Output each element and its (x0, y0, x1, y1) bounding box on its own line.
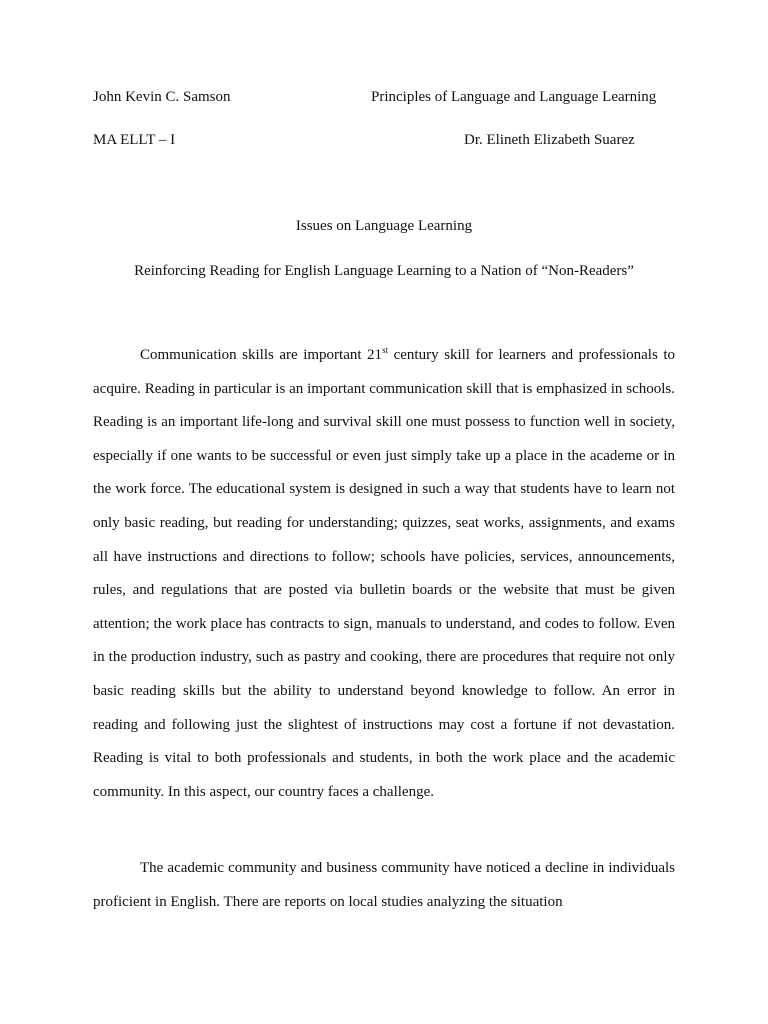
document-subtitle: Reinforcing Reading for English Language Learning to a Nation of “Non-Readers” (134, 263, 634, 279)
paragraph-2 (93, 852, 675, 919)
paragraph-1-rest: century skill for learners and professionals to acquire. Reading in particular is an important communication skill that is emphasized in schools. Reading is an important life-long and survival skill one must possess to function well in society, especially if one wants to be successful or even just simply take up a place in the academe or in the work force. The educational system is designed in such a way that students have to learn not only basic reading, but reading for understanding; quizzes, seat works, assignments, and exams all have instructions and directions to follow; schools have policies, services, announcements, rules, and regulations that are posted via bulletin boards or the website that must be given attention; the work place has contracts to sign, manuals to understand, and codes to follow. Even in the production industry, such as pastry and cooking, there are procedures that require not only basic reading skills but the ability to understand beyond knowledge to follow. An error in reading and following just the slightest of instructions may cost a fortune if not devastation. Reading is vital to both professionals and students, in both the work place and the academic community. In this aspect, our country faces a challenge. (93, 347, 675, 800)
course-title: Principles of Language and Language Learning (371, 89, 657, 105)
paragraph-1 (93, 339, 675, 809)
professor-name: Dr. Elineth Elizabeth Suarez (464, 132, 635, 148)
document-title: Issues on Language Learning (295, 218, 473, 234)
author-name: John Kevin C. Samson (93, 89, 231, 105)
paragraph-2-text: The academic community and business community have noticed a decline in individuals proficient in English. There are reports on local studies analyzing the situation (93, 860, 675, 910)
program-label: MA ELLT – I (93, 132, 176, 148)
superscript-st: st (382, 345, 389, 355)
paragraph-1-start: Communication skills are important 21 (140, 347, 383, 363)
